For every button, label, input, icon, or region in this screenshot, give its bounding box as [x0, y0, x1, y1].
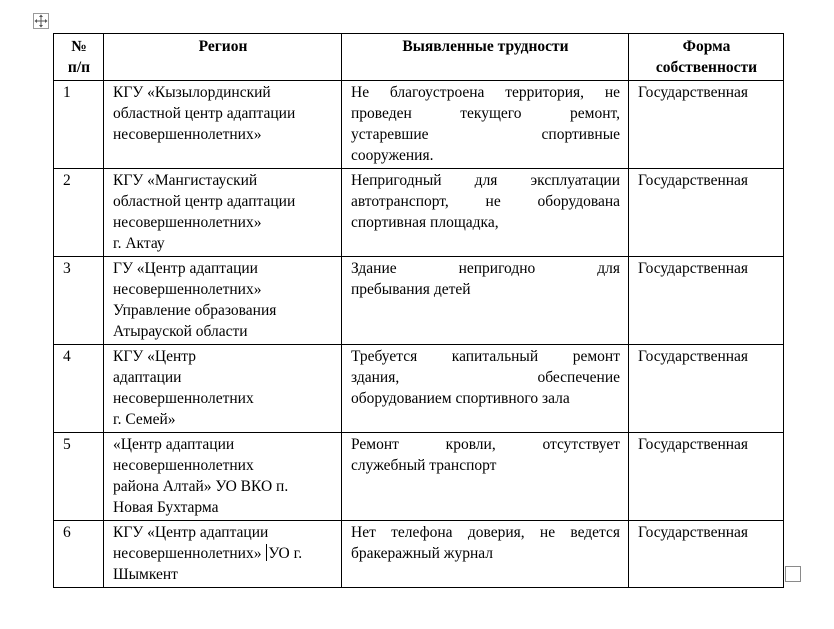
- issues-line: спортивная площадка,: [351, 214, 499, 231]
- issues-line: оборудованием спортивного зала: [351, 390, 570, 407]
- region-line: областной центр адаптации: [113, 193, 296, 210]
- issues-line: Не благоустроена территория, не: [351, 84, 620, 101]
- table-row: [54, 257, 784, 345]
- issues-line: сооружения.: [351, 147, 434, 164]
- header-ownership-line: собственности: [655, 59, 758, 76]
- header-issues[interactable]: [342, 34, 629, 81]
- table-row: [54, 521, 784, 588]
- region-line: района Алтай» УО ВКО п.: [113, 478, 289, 495]
- header-number-line: п/п: [67, 59, 91, 76]
- region-line: КГУ «Мангистауский: [113, 172, 258, 189]
- header-number[interactable]: [54, 34, 104, 81]
- region-line: несовершеннолетних: [113, 390, 254, 407]
- ownership-cell[interactable]: Государственная: [629, 433, 784, 521]
- region-line: несовершеннолетних»: [113, 281, 262, 298]
- table-header-row: [54, 34, 784, 81]
- table-row: [54, 169, 784, 257]
- ownership-cell[interactable]: Государственная: [629, 257, 784, 345]
- issues-line: автотранспорт, не оборудована: [351, 193, 620, 210]
- issues-line: Ремонт кровли, отсутствует: [351, 436, 620, 453]
- issues-line: Нет телефона доверия, не ведется: [351, 524, 620, 541]
- header-ownership-line: Форма: [682, 38, 731, 55]
- facilities-table: [53, 33, 784, 588]
- region-line: Новая Бухтарма: [113, 499, 219, 516]
- issues-cell[interactable]: [342, 257, 629, 345]
- issues-line: Непригодный для эксплуатации: [351, 172, 620, 189]
- table-move-handle[interactable]: [33, 13, 49, 29]
- issues-line: бракеражный журнал: [351, 545, 494, 562]
- header-number-line: №: [71, 38, 87, 55]
- row-number-cell[interactable]: 5: [54, 433, 104, 521]
- issues-line: Требуется капитальный ремонт: [351, 348, 620, 365]
- issues-cell[interactable]: [342, 81, 629, 169]
- region-cell[interactable]: [104, 433, 342, 521]
- region-cell[interactable]: [104, 81, 342, 169]
- row-number-cell[interactable]: 4: [54, 345, 104, 433]
- issues-line: устаревшие спортивные: [351, 126, 620, 143]
- region-line: [113, 543, 333, 564]
- region-text-after-cursor: УО г.: [268, 545, 303, 562]
- issues-line: проведен текущего ремонт,: [351, 105, 620, 122]
- region-line: КГУ «Центр: [113, 348, 196, 365]
- row-number-cell[interactable]: 2: [54, 169, 104, 257]
- region-cell[interactable]: [104, 345, 342, 433]
- ownership-cell[interactable]: Государственная: [629, 169, 784, 257]
- row-number-cell[interactable]: 3: [54, 257, 104, 345]
- region-line: адаптации: [113, 369, 182, 386]
- region-line: Атырауской области: [113, 323, 248, 340]
- header-region-label: Регион: [198, 38, 248, 55]
- region-line: несовершеннолетних»: [113, 126, 262, 143]
- region-line: г. Актау: [113, 235, 165, 252]
- issues-cell[interactable]: [342, 521, 629, 588]
- header-region[interactable]: [104, 34, 342, 81]
- issues-line: пребывания детей: [351, 281, 471, 298]
- region-line: г. Семей»: [113, 411, 176, 428]
- region-line: ГУ «Центр адаптации: [113, 260, 258, 277]
- issues-line: служебный транспорт: [351, 457, 497, 474]
- region-line: «Центр адаптации: [113, 436, 235, 453]
- region-line: КГУ «Центр адаптации: [113, 524, 269, 541]
- region-line: областной центр адаптации: [113, 105, 296, 122]
- region-line: несовершеннолетних: [113, 457, 254, 474]
- ownership-cell[interactable]: Государственная: [629, 345, 784, 433]
- issues-line: Здание непригодно для: [351, 260, 620, 277]
- table-row: [54, 345, 784, 433]
- table-row: [54, 81, 784, 169]
- table-row: [54, 433, 784, 521]
- ownership-cell[interactable]: Государственная: [629, 521, 784, 588]
- region-cell[interactable]: [104, 257, 342, 345]
- issues-cell[interactable]: [342, 345, 629, 433]
- table-resize-handle[interactable]: [785, 566, 801, 582]
- region-line: КГУ «Кызылординский: [113, 84, 271, 101]
- move-arrows-icon: [34, 14, 48, 28]
- row-number-cell[interactable]: 1: [54, 81, 104, 169]
- region-cell[interactable]: [104, 169, 342, 257]
- issues-cell[interactable]: [342, 433, 629, 521]
- header-ownership[interactable]: [629, 34, 784, 81]
- ownership-cell[interactable]: Государственная: [629, 81, 784, 169]
- region-line: Управление образования: [113, 302, 277, 319]
- issues-line: здания, обеспечение: [351, 369, 620, 386]
- row-number-cell[interactable]: 6: [54, 521, 104, 588]
- region-text-before-cursor: несовершеннолетних»: [113, 545, 266, 562]
- header-issues-label: Выявленные трудности: [402, 38, 569, 55]
- region-line: несовершеннолетних»: [113, 214, 262, 231]
- region-line: Шымкент: [113, 566, 178, 583]
- issues-cell[interactable]: [342, 169, 629, 257]
- region-cell[interactable]: [104, 521, 342, 588]
